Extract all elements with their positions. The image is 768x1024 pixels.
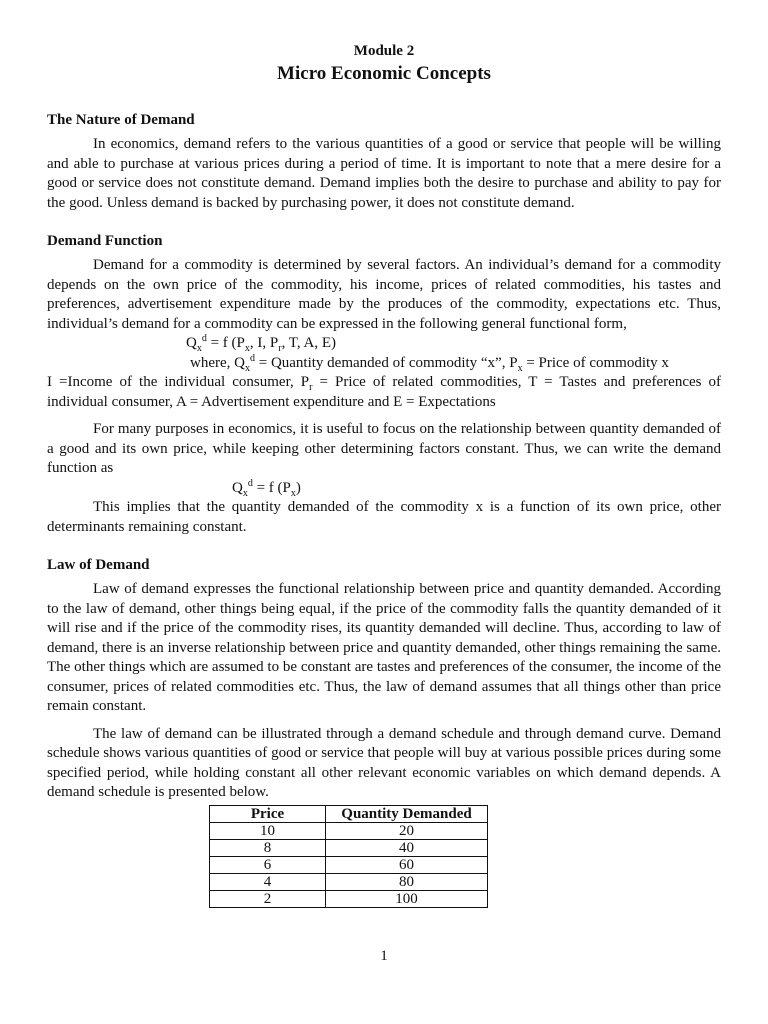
formula-own-price: $Q_x^d = f$ $(P_x)$ <box>232 477 301 499</box>
paragraph-function-3: This implies that the quantity demanded of the commodity x is a function of its own price, other determinants remaining constant. <box>47 499 721 535</box>
table-header-row <box>210 805 488 822</box>
formula-definitions: I =Income of the individual consumer, $P_r$ = Price of related commodities, T = Tastes and preferences of individual consumer, A = Advertisement expenditure and E = Expectations <box>47 374 722 410</box>
page-number: 1 <box>380 948 388 964</box>
paragraph-function-2: For many purposes in economics, it is useful to focus on the relationship between quantity demanded of a good and its own price, while keeping other determining factors constant. Thus, we can write the demand function as <box>47 421 721 476</box>
table-cell-price: 8 <box>210 839 326 856</box>
formula-where: where, $Q_x^d$ = Quantity demanded of commodity “x”, $P_x$ = Price of commodity x <box>190 352 669 374</box>
heading-demand-function: Demand Function <box>47 233 163 249</box>
section-demand-function <box>47 231 721 537</box>
table-cell-quantity: 80 <box>326 873 488 890</box>
table-cell-quantity: 40 <box>326 839 488 856</box>
table-row <box>210 839 488 856</box>
table-header-price: Price <box>210 805 326 822</box>
table-cell-price: 2 <box>210 890 326 907</box>
table-row <box>210 873 488 890</box>
table-cell-price: 10 <box>210 822 326 839</box>
table-row <box>210 856 488 873</box>
table-row <box>210 822 488 839</box>
table-cell-quantity: 60 <box>326 856 488 873</box>
section-nature-of-demand <box>47 110 721 213</box>
table-header-quantity: Quantity Demanded <box>326 805 488 822</box>
document-page <box>47 40 721 908</box>
table-row <box>210 890 488 907</box>
formula-general: $Q_x^d = f$ ($P_x$, I, $P_r$, T, A, E) <box>186 333 337 354</box>
paragraph-law-2: The law of demand can be illustrated through a demand schedule and through demand curve. Demand schedule shows various quantities of good or service that people will buy at various possible prices during some specified period, while holding constant all other relevant economic variables on which demand depends. A demand schedule is presented below. <box>47 725 721 800</box>
table-cell-price: 4 <box>210 873 326 890</box>
paragraph-law-1: Law of demand expresses the functional relationship between price and quantity demanded. According to the law of demand, other things being equal, if the price of the commodity falls the quantity demanded of it will rise and if the price of the commodity rises, its quantity demanded will decline. Thus, according to law of demand, there is an inverse relationship between price and quantity demanded, other things remaining the same. The other things which are assumed to be constant are tastes and preferences of the consumer, the income of the consumer, prices of related commodities etc. Thus, the law of demand assumes that all things other than price remain constant. <box>47 581 721 714</box>
section-law-of-demand <box>47 555 721 908</box>
page-title: Micro Economic Concepts <box>277 63 491 84</box>
table-cell-quantity: 100 <box>326 890 488 907</box>
heading-nature-of-demand: The Nature of Demand <box>47 112 195 128</box>
demand-schedule-table <box>209 805 488 908</box>
table-cell-price: 6 <box>210 856 326 873</box>
paragraph-function-1: Demand for a commodity is determined by several factors. An individual’s demand for a commodity depends on the own price of the commodity, his income, prices of related commodities, his tastes and preferences, advertisement expenditure made by the produces of the commodity, expectations etc. Thus, individual’s demand for a commodity can be expressed in the following general functional form, <box>47 257 721 332</box>
heading-law-of-demand: Law of Demand <box>47 557 150 573</box>
paragraph-nature-1: In economics, demand refers to the various quantities of a good or service that people will be willing and able to purchase at various prices during a period of time. It is important to note that a mere desire for a good or service does not constitute demand. Demand implies both the desire to purchase and ability to pay for the good. Unless demand is backed by purchasing power, it does not constitute demand. <box>47 136 721 211</box>
table-cell-quantity: 20 <box>326 822 488 839</box>
module-label: Module 2 <box>353 43 415 59</box>
